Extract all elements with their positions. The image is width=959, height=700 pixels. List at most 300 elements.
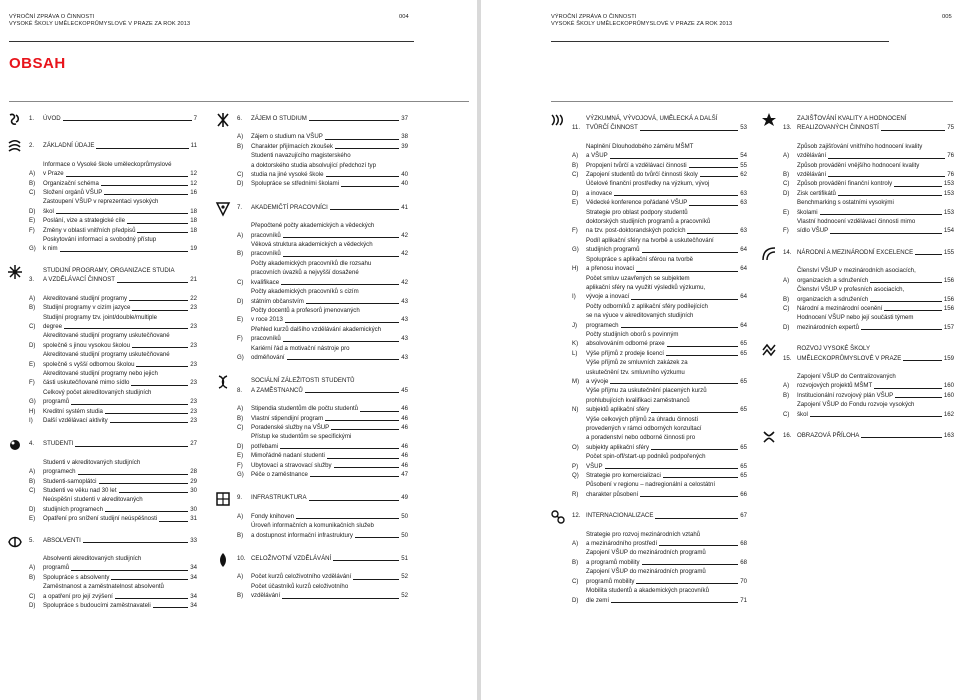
toc-entry[interactable]: [237, 142, 408, 151]
toc-entry[interactable]: [783, 400, 954, 419]
page-ref[interactable]: 12: [190, 170, 197, 178]
page-ref[interactable]: 157: [943, 323, 954, 331]
toc-entry[interactable]: [29, 350, 197, 369]
section-title[interactable]: [783, 431, 954, 440]
entry-letter: C): [237, 278, 244, 286]
toc-column-2: [237, 114, 408, 601]
entry-text-line: Zapojení VŠUP do mezinárodních programů: [586, 568, 706, 576]
section-title[interactable]: [237, 114, 408, 123]
page-ref[interactable]: 65: [740, 349, 747, 357]
leader-line: [640, 130, 738, 131]
entry-text-line: Institucionální rozvojový plán VŠUP: [797, 391, 894, 399]
section-number: 15.: [783, 354, 792, 362]
toc-entry[interactable]: [572, 179, 747, 198]
page-ref[interactable]: 39: [401, 142, 408, 150]
section-title-line: VÝZKUMNÁ, VÝVOJOVÁ, UMĚLECKÁ A DALŠÍ: [586, 115, 718, 122]
page-ref[interactable]: 65: [740, 340, 747, 348]
entry-text-line: Zisk certifikátů: [797, 189, 836, 197]
page-ref[interactable]: 38: [401, 133, 408, 141]
entry-text-line: Zapojení VŠUP do Centralizovaných: [797, 372, 896, 380]
section-title[interactable]: [29, 439, 197, 448]
page-ref[interactable]: 18: [190, 226, 197, 234]
section-title[interactable]: [237, 554, 408, 563]
toc-entry[interactable]: [29, 407, 197, 416]
toc-column-1: [29, 114, 197, 610]
page-ref[interactable]: 21: [190, 276, 197, 284]
page-ref[interactable]: 18: [190, 207, 197, 215]
entry-text-line: Studenti navazujícího magisterského: [251, 152, 351, 160]
entry-text-line: vzdělávání: [797, 171, 827, 179]
page-ref[interactable]: 64: [740, 265, 747, 273]
toc-entry[interactable]: [237, 344, 408, 363]
toc-entry[interactable]: [783, 266, 954, 285]
toc-entry[interactable]: [237, 325, 408, 344]
entry-text-line: pracovníků: [251, 250, 281, 258]
entry-text-line: Informace o Vysoké škole uměleckoprůmyslové: [43, 160, 172, 168]
page-ref[interactable]: 76: [947, 152, 954, 160]
leader-line: [159, 521, 188, 522]
toc-section: [237, 203, 408, 363]
entry-text-line: uskutečnění tzv. smluvního výzkumu: [586, 368, 685, 376]
entry-letter: E): [572, 199, 579, 207]
leader-line: [66, 176, 189, 177]
toc-entry[interactable]: [572, 586, 747, 605]
page-ref[interactable]: 65: [740, 443, 747, 451]
entry-text-line: Akreditované studijní programy uskutečňované: [43, 332, 170, 340]
page-ref[interactable]: 75: [947, 124, 954, 132]
toc-entry[interactable]: [237, 179, 408, 188]
page-ref[interactable]: 30: [190, 487, 197, 494]
page-ref[interactable]: 29: [190, 477, 197, 485]
entry-text-line: ABSOLVENTI: [43, 536, 81, 544]
entry-letter: G): [237, 353, 244, 361]
page-ref[interactable]: 42: [401, 278, 408, 286]
toc-entry[interactable]: [783, 161, 954, 180]
page-ref[interactable]: 66: [740, 490, 747, 498]
toc-entry[interactable]: [572, 452, 747, 471]
page-ref[interactable]: 40: [401, 180, 408, 188]
toc-entry[interactable]: [29, 313, 197, 332]
toc-entry[interactable]: [572, 471, 747, 480]
ornament-icon: [215, 552, 231, 568]
toc-entry[interactable]: [237, 287, 408, 306]
leader-line: [101, 185, 188, 186]
page-ref[interactable]: 46: [401, 414, 408, 422]
page-ref[interactable]: 33: [190, 536, 197, 544]
page-ref[interactable]: 43: [401, 353, 408, 361]
leader-line: [56, 213, 188, 214]
leader-line: [355, 537, 399, 538]
toc-entry[interactable]: [237, 423, 408, 432]
leader-line: [71, 570, 188, 571]
entry-letter: E): [29, 515, 36, 523]
page-ref[interactable]: 156: [943, 295, 954, 303]
header-rule: [551, 41, 889, 42]
leader-line: [820, 214, 942, 215]
entry-letter: E): [237, 316, 244, 324]
page-ref[interactable]: 37: [401, 115, 408, 122]
toc-entry[interactable]: [572, 330, 747, 349]
leader-line: [642, 252, 739, 253]
page-ref[interactable]: 70: [740, 577, 747, 585]
ornament-icon: [761, 429, 777, 445]
section-title[interactable]: [783, 114, 954, 133]
toc-entry[interactable]: [237, 451, 408, 460]
toc-entry[interactable]: [237, 432, 408, 451]
page-ref[interactable]: 23: [190, 398, 197, 406]
page-ref[interactable]: 12: [190, 179, 197, 187]
page-ref[interactable]: 18: [190, 217, 197, 225]
toc-entry[interactable]: [783, 304, 954, 313]
page-ref[interactable]: 76: [947, 171, 954, 179]
leader-line: [870, 282, 942, 283]
toc-entry[interactable]: [29, 458, 197, 477]
toc-entry[interactable]: [29, 303, 197, 312]
page-ref[interactable]: 51: [401, 555, 408, 563]
entry-text-line: pracovníků: [251, 335, 281, 343]
toc-entry[interactable]: [237, 414, 408, 423]
entry-text-line: Účelové finanční prostředky na výzkum, vývoj: [586, 180, 710, 188]
section-title[interactable]: [572, 511, 747, 520]
toc-entry[interactable]: [237, 572, 408, 581]
entry-text-line: dle zemí: [586, 596, 610, 604]
page-ref[interactable]: 63: [740, 199, 747, 207]
page-ref[interactable]: 153: [943, 208, 954, 216]
ornament-icon: [7, 112, 23, 128]
entry-text-line: Přístup ke studentům se specifickými: [251, 433, 352, 441]
page-ref[interactable]: 154: [943, 227, 954, 235]
toc-section: [237, 114, 408, 189]
page-ref[interactable]: 46: [401, 452, 408, 460]
entry-text-line: programů: [43, 564, 70, 572]
toc-entry[interactable]: [572, 161, 747, 170]
page-ref[interactable]: 49: [401, 494, 408, 502]
page-ref[interactable]: 43: [401, 297, 408, 305]
toc-entry[interactable]: [572, 170, 747, 179]
toc-entry[interactable]: [783, 372, 954, 391]
section-number: 7.: [237, 203, 243, 211]
toc-entry[interactable]: [237, 221, 408, 240]
page-ref[interactable]: 68: [740, 540, 747, 548]
entry-text-line: ZÁKLADNÍ ÚDAJE: [43, 142, 95, 150]
page-ref[interactable]: 19: [190, 245, 197, 253]
toc-column-4: [783, 114, 954, 440]
entry-text-line: VŠUP: [586, 462, 603, 470]
page-ref[interactable]: 23: [190, 416, 197, 424]
entry-letter: B): [29, 304, 36, 312]
page-ref[interactable]: 23: [190, 360, 197, 368]
page-ref[interactable]: 160: [943, 391, 954, 399]
ornament-icon: [761, 246, 777, 262]
ornament-icon: [7, 437, 23, 453]
page-ref[interactable]: 50: [401, 531, 408, 539]
toc-entry[interactable]: [29, 477, 197, 486]
toc-entry[interactable]: [237, 259, 408, 287]
entry-letter: F): [29, 379, 35, 387]
leader-line: [325, 420, 399, 421]
page-ref[interactable]: 22: [190, 294, 197, 302]
section-title[interactable]: [572, 114, 747, 133]
toc-entry[interactable]: [572, 208, 747, 236]
toc-entry[interactable]: [237, 240, 408, 259]
page-ref[interactable]: 34: [190, 602, 197, 610]
toc-entry[interactable]: [29, 388, 197, 407]
leader-line: [325, 139, 399, 140]
section-title[interactable]: [29, 536, 197, 545]
toc-entry[interactable]: [29, 179, 197, 188]
entry-letter: C): [572, 577, 579, 585]
toc-entry[interactable]: [29, 294, 197, 303]
ornament-icon: [7, 534, 23, 550]
section-title[interactable]: [237, 493, 408, 502]
section-title[interactable]: [237, 376, 408, 395]
toc-entry[interactable]: [572, 480, 747, 499]
page-ref[interactable]: 7: [193, 115, 197, 122]
toc-entry[interactable]: [29, 514, 197, 523]
entry-letter: A): [572, 540, 579, 548]
page-ref[interactable]: 23: [190, 322, 197, 330]
toc-entry[interactable]: [29, 160, 197, 179]
toc-entry[interactable]: [29, 369, 197, 388]
page-ref[interactable]: 30: [190, 505, 197, 513]
leader-line: [71, 404, 188, 405]
entry-letter: E): [29, 217, 36, 225]
toc-entry[interactable]: [29, 216, 197, 225]
page-ref[interactable]: 11: [190, 142, 197, 150]
page-ref[interactable]: 71: [740, 596, 747, 604]
toc-entry[interactable]: [572, 358, 747, 386]
toc-entry[interactable]: [29, 331, 197, 350]
page-ref[interactable]: 42: [401, 250, 408, 258]
page-ref[interactable]: 64: [740, 293, 747, 301]
entry-text-line: a opatření pro její zvýšení: [43, 592, 113, 600]
toc-entry[interactable]: [572, 255, 747, 274]
toc-entry[interactable]: [237, 132, 408, 141]
toc-entry[interactable]: [29, 188, 197, 197]
entry-letter: A): [237, 573, 244, 581]
page-ref[interactable]: 68: [740, 558, 747, 566]
page-ref[interactable]: 156: [943, 276, 954, 284]
entry-text-line: Charakter přijímacích zkoušek: [251, 142, 333, 150]
toc-entry[interactable]: [237, 461, 408, 470]
toc-entry[interactable]: [572, 302, 747, 330]
toc-entry[interactable]: [29, 495, 197, 514]
entry-text-line: Celkový počet akreditovaných studijních: [43, 388, 152, 396]
toc-entry[interactable]: [29, 582, 197, 601]
page-ref[interactable]: 67: [740, 512, 747, 520]
entry-letter: D): [29, 207, 36, 215]
page-ref[interactable]: 65: [740, 377, 747, 385]
header-rule: [9, 41, 414, 42]
toc-entry[interactable]: [29, 601, 197, 610]
toc-entry[interactable]: [572, 274, 747, 302]
entry-text-line: Zapojení VŠUP do Fondu rozvoje vysokých: [797, 401, 915, 409]
page-ref[interactable]: 160: [943, 382, 954, 390]
leader-line: [659, 545, 738, 546]
toc-entry[interactable]: [237, 470, 408, 479]
section-title[interactable]: [29, 141, 197, 150]
page-ref[interactable]: 52: [401, 573, 408, 581]
section-number: 4.: [29, 440, 35, 448]
leader-line: [306, 303, 399, 304]
toc-entry[interactable]: [572, 567, 747, 586]
entry-text-line: charakter působení: [586, 490, 639, 498]
toc-entry[interactable]: [29, 554, 197, 573]
page-ref[interactable]: 159: [943, 354, 954, 362]
toc-entry[interactable]: [29, 197, 197, 216]
section-number: 16.: [783, 431, 792, 439]
section-title-line: ZAJIŠŤOVÁNÍ KVALITY A HODNOCENÍ: [797, 115, 907, 122]
toc-entry[interactable]: [572, 386, 747, 414]
ornament-icon: [215, 112, 231, 128]
entry-text-line: Členství VŠUP v mezinárodních asociacích,: [797, 267, 916, 275]
page-ref[interactable]: 23: [190, 379, 197, 387]
toc-entry[interactable]: [572, 236, 747, 255]
page-ref[interactable]: 55: [740, 161, 747, 169]
toc-entry[interactable]: [572, 142, 747, 161]
leader-line: [341, 186, 399, 187]
page-ref[interactable]: 16: [190, 189, 197, 197]
page-ref[interactable]: 34: [190, 573, 197, 581]
toc-section: [29, 536, 197, 611]
toc-entry[interactable]: [783, 142, 954, 161]
leader-line: [895, 397, 942, 398]
entry-text-line: vzdělávání: [797, 152, 827, 160]
entry-text-line: OBRAZOVÁ PŘÍLOHA: [797, 431, 860, 439]
page-ref[interactable]: 41: [401, 203, 408, 211]
toc-entry[interactable]: [29, 235, 197, 254]
title-rule: [9, 101, 469, 102]
page-ref[interactable]: 28: [190, 468, 197, 476]
page-ref[interactable]: 153: [943, 189, 954, 197]
entry-text-line: INFRASTRUKTURA: [251, 494, 307, 502]
page-ref[interactable]: 23: [190, 341, 197, 349]
leader-line: [283, 237, 399, 238]
page-ref[interactable]: 64: [740, 321, 747, 329]
toc-entry[interactable]: [572, 548, 747, 567]
toc-section: [572, 511, 747, 605]
toc-entry[interactable]: [783, 179, 954, 188]
page-ref[interactable]: 31: [190, 515, 197, 523]
toc-entry[interactable]: [237, 306, 408, 325]
page-ref[interactable]: 63: [740, 189, 747, 197]
page-ref[interactable]: 46: [401, 423, 408, 431]
page-ref[interactable]: 63: [740, 227, 747, 235]
toc-entry[interactable]: [237, 404, 408, 413]
section-number: 8.: [237, 386, 243, 394]
toc-entry[interactable]: [572, 415, 747, 453]
page-ref[interactable]: 46: [401, 442, 408, 450]
page-ref[interactable]: 65: [740, 406, 747, 414]
toc-entry[interactable]: [783, 285, 954, 304]
page-ref[interactable]: 65: [740, 472, 747, 480]
page-ref[interactable]: 34: [190, 564, 197, 572]
entry-letter: A): [237, 133, 244, 141]
page-ref[interactable]: 34: [190, 592, 197, 600]
toc-entry[interactable]: [29, 486, 197, 495]
page-ref[interactable]: 42: [401, 231, 408, 239]
leader-line: [828, 176, 945, 177]
leader-line: [104, 194, 188, 195]
page-ref[interactable]: 155: [943, 248, 954, 256]
page-ref[interactable]: 162: [943, 410, 954, 418]
toc-entry[interactable]: [572, 349, 747, 358]
entry-text-line: kvalifikace: [251, 278, 280, 286]
toc-entry[interactable]: [783, 189, 954, 198]
page-ref[interactable]: 23: [190, 407, 197, 415]
page-ref[interactable]: 64: [740, 246, 747, 254]
page-ref[interactable]: 52: [401, 592, 408, 600]
header-line-2: VYSOKÉ ŠKOLY UMĚLECKOPRŮMYSLOVÉ V PRAZE ZA ROK 2013: [9, 21, 191, 27]
entry-letter: D): [237, 297, 244, 305]
toc-entry[interactable]: [783, 391, 954, 400]
page-ref[interactable]: 62: [740, 171, 747, 179]
toc-entry[interactable]: [237, 521, 408, 540]
page-ref[interactable]: 27: [190, 440, 197, 448]
entry-text-line: A VZDĚLÁVACÍ ČINNOST: [43, 276, 116, 284]
page-ref[interactable]: 53: [740, 124, 747, 132]
toc-entry[interactable]: [29, 226, 197, 235]
page-ref[interactable]: 43: [401, 335, 408, 343]
toc-entry[interactable]: [237, 582, 408, 601]
entry-text-line: Studenti ve věku nad 30 let: [43, 487, 117, 494]
entry-text-line: Studenti v akreditovaných studijních: [43, 458, 141, 466]
entry-text-line: Strategie pro rozvoj mezinárodních vztahů: [586, 530, 701, 538]
entry-text-line: Počet účastníků kurzů celoživotního: [251, 582, 349, 590]
entry-letter: D): [29, 341, 36, 349]
entry-text-line: Zapojení VŠUP do mezinárodních programů: [586, 549, 706, 557]
entry-text-line: Spolupráce se středními školami: [251, 180, 340, 188]
page-ref[interactable]: 40: [401, 171, 408, 179]
toc-entry[interactable]: [237, 151, 408, 179]
section-title[interactable]: [29, 114, 197, 123]
toc-entry[interactable]: [29, 416, 197, 425]
section-title[interactable]: [783, 344, 954, 363]
toc-entry[interactable]: [29, 573, 197, 582]
entry-text-line: organizacích a sdruženích: [797, 295, 869, 303]
page-ref[interactable]: 47: [401, 471, 408, 478]
entry-text-line: a VŠUP: [586, 152, 608, 160]
page-ref[interactable]: 45: [401, 386, 408, 394]
leader-line: [75, 446, 188, 447]
toc-entry[interactable]: [572, 530, 747, 549]
toc-entry[interactable]: [572, 198, 747, 207]
toc-entry[interactable]: [237, 512, 408, 521]
page-ref[interactable]: 163: [943, 431, 954, 439]
page-ref[interactable]: 156: [943, 304, 954, 312]
entry-text-line: a vývoje: [586, 377, 609, 385]
page-ref[interactable]: 54: [740, 152, 747, 160]
section-title[interactable]: [237, 203, 408, 212]
page-ref[interactable]: 46: [401, 461, 408, 469]
page-ref[interactable]: 46: [401, 405, 408, 413]
section-title[interactable]: [783, 248, 954, 257]
toc-entry[interactable]: [783, 198, 954, 217]
toc-entry[interactable]: [783, 217, 954, 236]
toc-entry[interactable]: [783, 313, 954, 332]
entry-text-line: v Praze: [43, 170, 64, 178]
page-ref[interactable]: 43: [401, 316, 408, 324]
entry-text-line: Akreditované studijní programy nebo jejich: [43, 369, 158, 377]
entry-text-line: REALIZOVANÝCH ČINNOSTÍ: [797, 124, 879, 132]
page-ref[interactable]: 65: [740, 462, 747, 470]
section-title[interactable]: [29, 266, 197, 285]
leader-line: [78, 474, 189, 475]
page-ref[interactable]: 50: [401, 512, 408, 520]
page-ref[interactable]: 153: [943, 180, 954, 188]
entry-letter: C): [783, 180, 790, 188]
page-ref[interactable]: 23: [190, 304, 197, 312]
